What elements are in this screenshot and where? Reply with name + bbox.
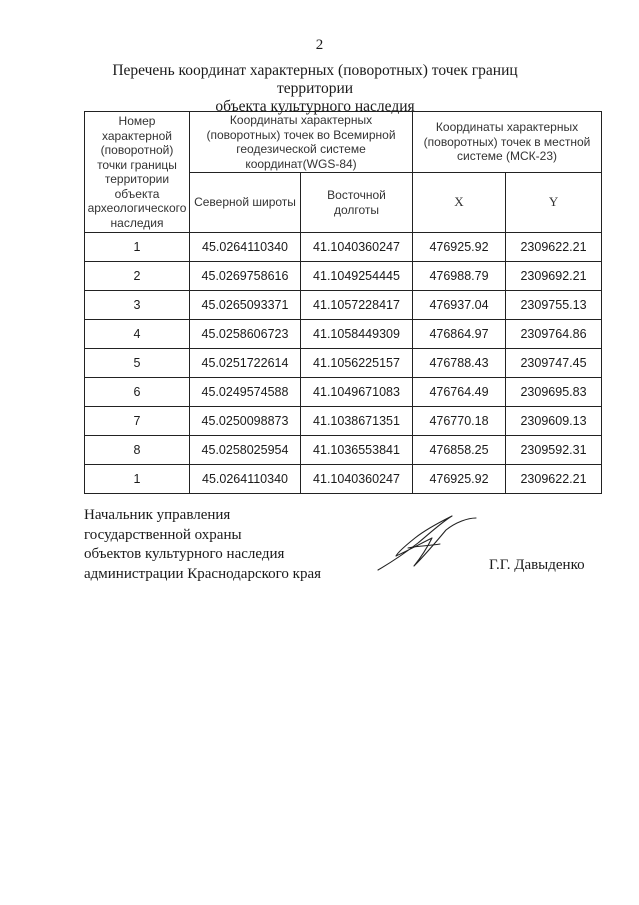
cell-longitude: 41.1040360247: [301, 233, 413, 262]
cell-point-number: 1: [85, 233, 190, 262]
cell-x: 476988.79: [413, 262, 506, 291]
table-row: [85, 320, 602, 349]
cell-point-number: 8: [85, 436, 190, 465]
cell-latitude: 45.0269758616: [190, 262, 301, 291]
signatory-position: [84, 506, 321, 584]
table-row: [85, 465, 602, 494]
table-row: [85, 291, 602, 320]
cell-latitude: 45.0251722614: [190, 349, 301, 378]
cell-latitude: 45.0264110340: [190, 233, 301, 262]
title-line-2: объекта культурного наследия: [215, 98, 415, 115]
cell-y: 2309692.21: [506, 262, 602, 291]
page-number: 2: [315, 37, 324, 53]
cell-x: 476864.97: [413, 320, 506, 349]
cell-x: 476858.25: [413, 436, 506, 465]
cell-latitude: 45.0265093371: [190, 291, 301, 320]
cell-point-number: 4: [85, 320, 190, 349]
cell-x: 476925.92: [413, 465, 506, 494]
cell-point-number: 3: [85, 291, 190, 320]
cell-y: 2309622.21: [506, 465, 602, 494]
cell-y: 2309764.86: [506, 320, 602, 349]
cell-latitude: 45.0249574588: [190, 378, 301, 407]
header-wgs-group: Координаты характерных (поворотных) точек во Всемирной геодезической системе координат(WGS-84): [190, 112, 413, 173]
header-msk-group: Координаты характерных (поворотных) точек в местной системе (МСК-23): [413, 112, 602, 173]
cell-point-number: 1: [85, 465, 190, 494]
signatory-line-1: Начальник управления: [84, 507, 231, 523]
cell-latitude: 45.0264110340: [190, 465, 301, 494]
table-row: [85, 436, 602, 465]
cell-y: 2309755.13: [506, 291, 602, 320]
cell-y: 2309695.83: [506, 378, 602, 407]
cell-longitude: 41.1058449309: [301, 320, 413, 349]
cell-x: 476937.04: [413, 291, 506, 320]
header-east-longitude: Восточной долготы: [301, 173, 413, 233]
cell-point-number: 6: [85, 378, 190, 407]
table-row: [85, 407, 602, 436]
header-x: X: [413, 173, 506, 233]
cell-latitude: 45.0258606723: [190, 320, 301, 349]
cell-y: 2309747.45: [506, 349, 602, 378]
cell-point-number: 2: [85, 262, 190, 291]
cell-longitude: 41.1040360247: [301, 465, 413, 494]
signatory-name: Г.Г. Давыденко: [489, 557, 585, 573]
header-north-latitude: Северной широты: [190, 173, 301, 233]
cell-latitude: 45.0250098873: [190, 407, 301, 436]
cell-latitude: 45.0258025954: [190, 436, 301, 465]
table-row: [85, 349, 602, 378]
cell-longitude: 41.1049671083: [301, 378, 413, 407]
table-row: [85, 233, 602, 262]
cell-x: 476925.92: [413, 233, 506, 262]
cell-x: 476764.49: [413, 378, 506, 407]
cell-longitude: 41.1036553841: [301, 436, 413, 465]
coordinates-table: [84, 111, 602, 494]
cell-longitude: 41.1038671351: [301, 407, 413, 436]
cell-point-number: 5: [85, 349, 190, 378]
handwritten-signature: [370, 508, 480, 578]
cell-y: 2309592.31: [506, 436, 602, 465]
signatory-line-2: государственной охраны: [84, 526, 242, 543]
cell-longitude: 41.1057228417: [301, 291, 413, 320]
cell-x: 476770.18: [413, 407, 506, 436]
table-row: [85, 262, 602, 291]
table-row: [85, 378, 602, 407]
cell-longitude: 41.1049254445: [301, 262, 413, 291]
cell-longitude: 41.1056225157: [301, 349, 413, 378]
cell-y: 2309609.13: [506, 407, 602, 436]
title-line-1: Перечень координат характерных (поворотных) точек границ территории: [112, 62, 518, 97]
signatory-line-4: администрации Краснодарского края: [84, 565, 322, 582]
signatory-line-3: объектов культурного наследия: [84, 546, 285, 563]
cell-x: 476788.43: [413, 349, 506, 378]
cell-y: 2309622.21: [506, 233, 602, 262]
header-point-number: Номер характерной (поворотной) точки границы территории объекта археологического наследия: [85, 112, 190, 233]
header-y: Y: [506, 173, 602, 233]
cell-point-number: 7: [85, 407, 190, 436]
document-title: [80, 62, 550, 116]
